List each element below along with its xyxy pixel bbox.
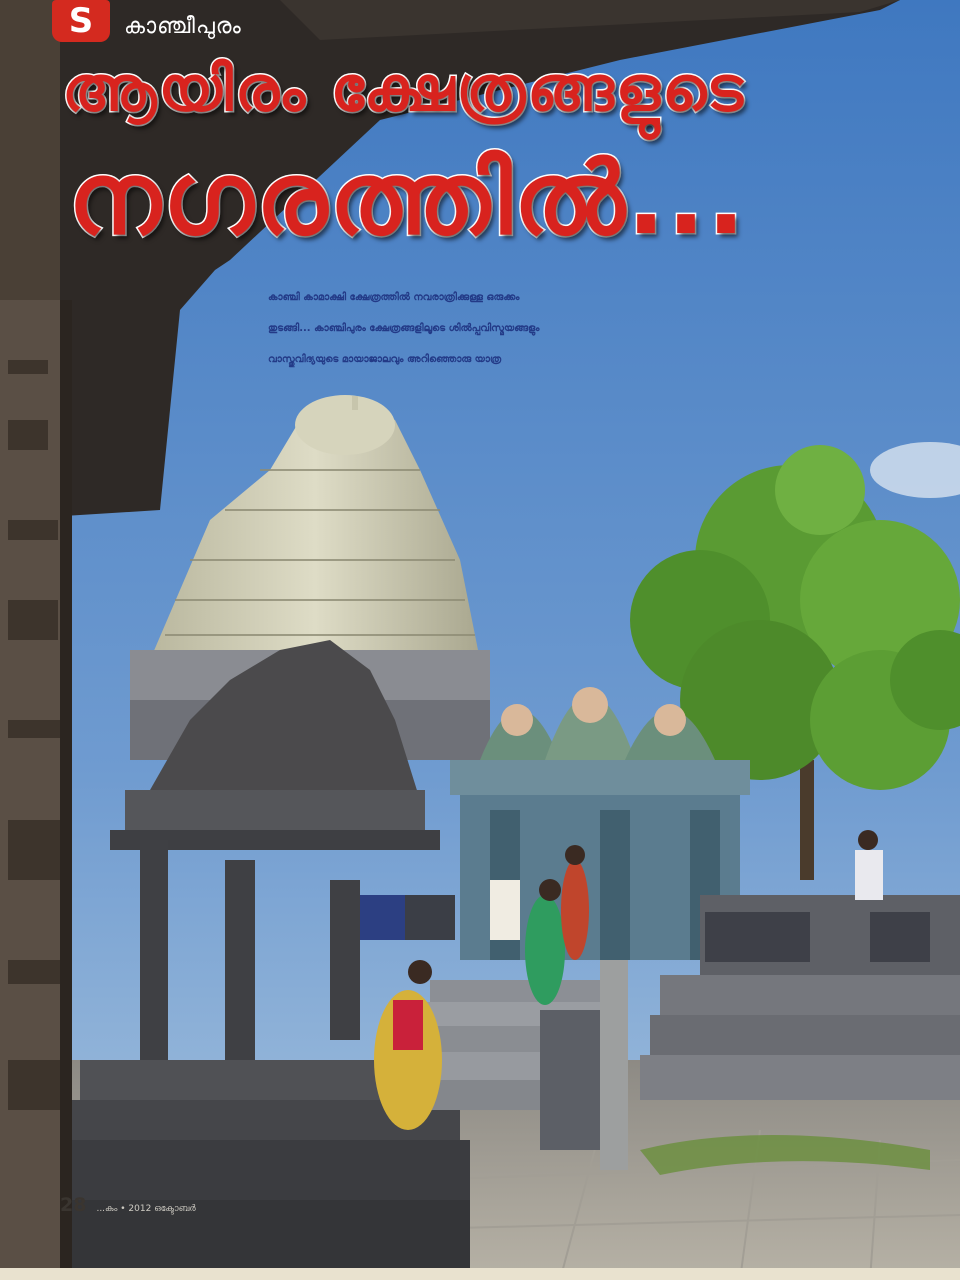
page-bottom-margin xyxy=(0,1268,960,1280)
standfirst-line: കാഞ്ചി കാമാക്ഷി ക്ഷേത്രത്തിൽ നവരാത്രിക്കുള്ള ഒരുക്കം xyxy=(268,292,520,303)
page-footer xyxy=(60,1194,196,1216)
section-label: കാഞ്ചീപുരം xyxy=(124,14,242,39)
page-number: 28 xyxy=(60,1194,87,1216)
magazine-logo xyxy=(52,0,110,42)
standfirst xyxy=(268,282,958,375)
standfirst-line: വാസ്തുവിദ്യയുടെ മായാജാലവും അറിഞ്ഞൊരു യാത്ര xyxy=(268,354,502,365)
headline-line-2: നഗരത്തിൽ... xyxy=(68,140,747,257)
standfirst-line: തുടങ്ങി... കാഞ്ചിപുരം ക്ഷേത്രങ്ങളിലൂടെ ശിൽപ്പവിസ്മയങ്ങളും xyxy=(268,323,540,334)
footer-credit: ...കം • 2012 ഒക്ടോബർ xyxy=(96,1204,196,1214)
logo-glyph: S xyxy=(68,1,94,41)
headline-line-1: ആയിരം ക്ഷേത്രങ്ങളുടെ xyxy=(62,52,745,125)
